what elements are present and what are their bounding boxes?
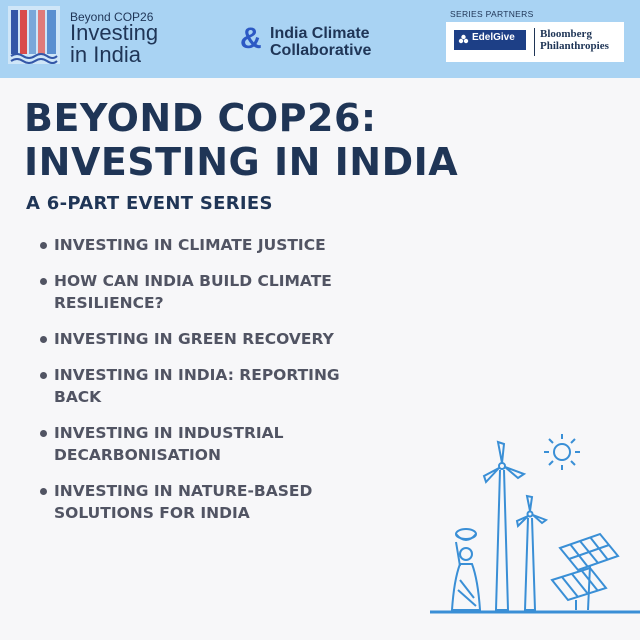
partners-divider: [534, 28, 535, 56]
header-banner: [0, 0, 640, 78]
bloomberg-line2: Philanthropies: [540, 40, 609, 52]
list-item-label: HOW CAN INDIA BUILD CLIMATE RESILIENCE?: [54, 272, 332, 312]
solar-panel-icon: [552, 534, 618, 610]
list-item-label: INVESTING IN INDIA: REPORTING BACK: [54, 366, 340, 406]
event-list: [40, 234, 380, 538]
page-subtitle: A 6-PART EVENT SERIES: [26, 193, 273, 214]
logo-title-line1: Investing: [70, 20, 159, 45]
collaborative-name: [270, 25, 410, 59]
bloomberg-philanthropies-logo: [540, 28, 622, 52]
bullet-icon: [40, 430, 47, 437]
sun-icon: [544, 434, 580, 470]
bullet-icon: [40, 336, 47, 343]
series-partners-label: SERIES PARTNERS: [450, 9, 534, 19]
logo-graphic-icon: [8, 6, 60, 64]
bullet-icon: [40, 242, 47, 249]
india-climate-collaborative-logo: [240, 22, 390, 62]
list-item: [40, 234, 380, 256]
partners-logo-box: [446, 22, 624, 62]
edelgive-logo: [454, 30, 526, 50]
list-item-label: INVESTING IN INDUSTRIAL DECARBONISATION: [54, 424, 284, 464]
logo-title: [70, 22, 190, 66]
title-line1: BEYOND COP26:: [24, 96, 377, 140]
title-line2: INVESTING IN INDIA: [24, 140, 459, 184]
edelgive-text: EdelGive: [472, 32, 515, 43]
climate-illustration: [430, 430, 640, 640]
edelgive-flower-icon: [458, 34, 469, 45]
beyond-cop26-logo: [8, 6, 178, 70]
list-item: [40, 422, 380, 466]
list-item: [40, 364, 380, 408]
list-item-label: INVESTING IN CLIMATE JUSTICE: [54, 236, 326, 254]
logo-small-text: Beyond COP26: [70, 10, 154, 24]
list-item-label: INVESTING IN NATURE-BASED SOLUTIONS FOR INDIA: [54, 482, 313, 522]
woman-carrying-pot-icon: [452, 529, 480, 610]
page-title: [24, 96, 624, 184]
list-item: [40, 270, 380, 314]
collaborative-line1: India Climate: [270, 25, 370, 42]
logo-title-line2: in India: [70, 42, 141, 67]
bullet-icon: [40, 372, 47, 379]
collaborative-line2: Collaborative: [270, 42, 372, 59]
bullet-icon: [40, 488, 47, 495]
bullet-icon: [40, 278, 47, 285]
list-item: [40, 480, 380, 524]
bloomberg-line1: Bloomberg: [540, 28, 592, 40]
list-item: [40, 328, 380, 350]
ampersand-icon: &: [240, 22, 262, 55]
wind-turbine-icon: [517, 496, 546, 610]
list-item-label: INVESTING IN GREEN RECOVERY: [54, 330, 334, 348]
